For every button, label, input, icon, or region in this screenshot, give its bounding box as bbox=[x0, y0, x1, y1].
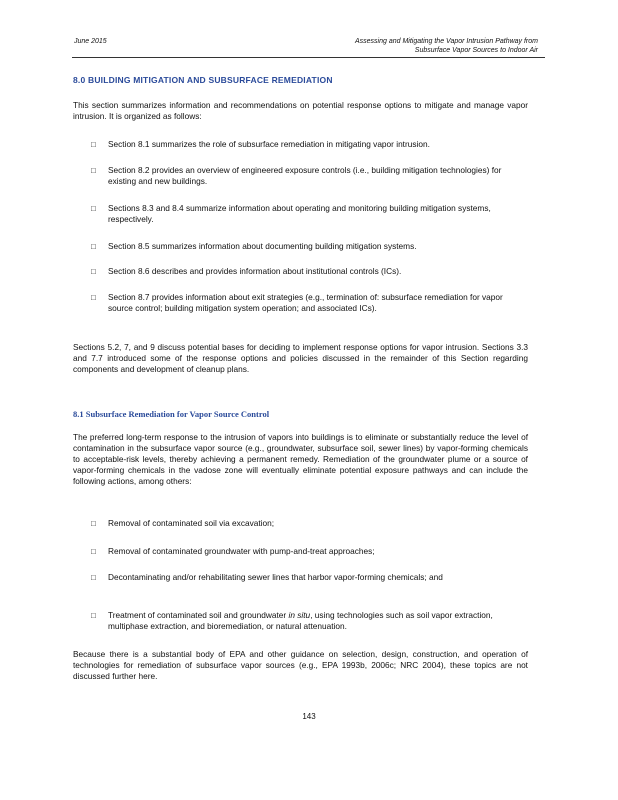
list-item-text: Removal of contaminated groundwater with pump-and-treat approaches; bbox=[108, 546, 375, 556]
checkbox-bullet-icon: □ bbox=[91, 611, 96, 620]
list-item-text: Decontaminating and/or rehabilitating sewer lines that harbor vapor-forming chemicals; and bbox=[108, 572, 443, 582]
list-item-text: Section 8.2 provides an overview of engineered exposure controls (i.e., building mitigation technologies) for existing and new buildings. bbox=[108, 165, 502, 186]
list-item-text: Removal of contaminated soil via excavation; bbox=[108, 518, 275, 528]
list-item-text-end: , using technologies such as soil vapor extraction, multiphase extraction, and bioremediation, or natural attenuation. bbox=[108, 610, 493, 631]
page-number: 143 bbox=[302, 712, 316, 721]
list-item-text: Sections 8.3 and 8.4 summarize information about operating and monitoring building mitigation systems, respectively. bbox=[108, 203, 491, 224]
checkbox-bullet-icon: □ bbox=[91, 267, 96, 276]
list-item-text-start: Treatment of contaminated soil and groundwater bbox=[108, 610, 287, 620]
checkbox-bullet-icon: □ bbox=[91, 140, 96, 149]
header-title-line2: Subsurface Vapor Sources to Indoor Air bbox=[414, 47, 538, 54]
section-closing: Sections 5.2, 7, and 9 discuss potential bases for deciding to implement response options for vapor intrusion. Sections 3.3 and 7.7 introduced some of the response options and policies discussed in the remainder of this Section regarding components and development of cleanup plans. bbox=[73, 342, 528, 374]
list-item-text: Section 8.1 summarizes the role of subsurface remediation in mitigating vapor intrusion. bbox=[108, 139, 430, 149]
in-situ-italic: in situ bbox=[288, 610, 311, 620]
subsection-intro: The preferred long-term response to the intrusion of vapors into buildings is to eliminate or substantially reduce the level of contamination in the subsurface vapor source (e.g., groundwater, subsurface soil, sewer lines) by vapor-forming chemicals to acceptable-risk levels, thereby achieving a permanent remedy. Remediation of the groundwater plume or a source of vapor-forming chemicals in the vadose zone will eventually eliminate potential exposure pathways and can include the following actions, among others: bbox=[73, 432, 528, 486]
checkbox-bullet-icon: □ bbox=[91, 519, 96, 528]
checkbox-bullet-icon: □ bbox=[91, 293, 96, 302]
section-intro: This section summarizes information and recommendations on potential response options to mitigate and manage vapor intrusion. It is organized as follows: bbox=[73, 100, 528, 121]
header-title-line1: Assessing and Mitigating the Vapor Intrusion Pathway from bbox=[354, 38, 538, 45]
checkbox-bullet-icon: □ bbox=[91, 166, 96, 175]
checkbox-bullet-icon: □ bbox=[91, 204, 96, 213]
checkbox-bullet-icon: □ bbox=[91, 242, 96, 251]
checkbox-bullet-icon: □ bbox=[91, 547, 96, 556]
checkbox-bullet-icon: □ bbox=[91, 573, 96, 582]
header-rule bbox=[72, 57, 545, 58]
list-item-text: Section 8.6 describes and provides information about institutional controls (ICs). bbox=[108, 266, 402, 276]
subsection-heading: 8.1 Subsurface Remediation for Vapor Source Control bbox=[73, 409, 270, 419]
list-item-text: Section 8.5 summarizes information about documenting building mitigation systems. bbox=[108, 241, 417, 251]
list-item-text bbox=[108, 610, 528, 632]
subsection-closing: Because there is a substantial body of EPA and other guidance on selection, design, construction, and operation of technologies for remediation of subsurface vapor sources (e.g., EPA 1993b, 2006c; NRC 2004), these topics are not discussed further here. bbox=[73, 649, 528, 681]
header-title bbox=[298, 37, 538, 55]
section-heading: 8.0 BUILDING MITIGATION AND SUBSURFACE REMEDIATION bbox=[73, 75, 333, 85]
list-item-text: Section 8.7 provides information about exit strategies (e.g., termination of: subsurface remediation for vapor source control; building mitigation system operation; and associated ICs). bbox=[108, 292, 503, 313]
header-date: June 2015 bbox=[74, 38, 107, 45]
